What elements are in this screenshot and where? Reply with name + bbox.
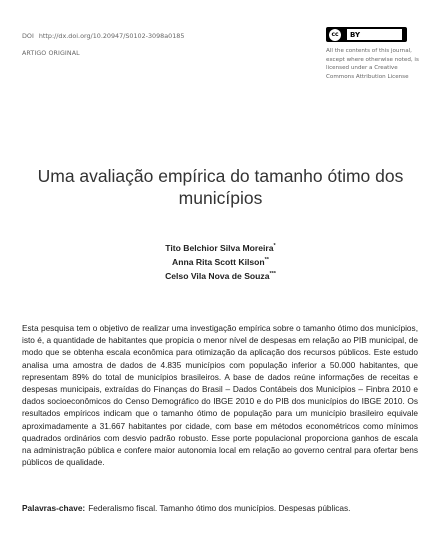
keywords-label: Palavras-chave:: [22, 503, 86, 513]
author-name: Anna Rita Scott Kilson: [172, 256, 265, 267]
cc-by-license-badge[interactable]: [326, 27, 407, 42]
doi-link[interactable]: http://dx.doi.org/10.20947/S0102-3098a0185: [38, 32, 185, 40]
author-footnote-mark[interactable]: *: [273, 243, 276, 249]
author-name: Tito Belchior Silva Moreira: [165, 242, 274, 253]
section-tag: ARTIGO ORIGINAL: [22, 50, 80, 57]
author-name: Celso Vila Nova de Souza: [165, 270, 270, 281]
keywords: [22, 502, 418, 514]
author: [0, 240, 441, 254]
author-list: [0, 240, 441, 282]
attribution-by-label: BY: [347, 29, 402, 40]
creative-commons-icon: cc: [329, 29, 341, 41]
keywords-text: Federalismo fiscal. Tamanho ótimo dos municípios. Despesas públicas.: [88, 503, 351, 513]
doi-label: DOI: [22, 32, 34, 40]
author: [0, 268, 441, 282]
doi-line: [22, 32, 184, 40]
author-footnote-mark[interactable]: ***: [269, 270, 276, 277]
author: [0, 254, 441, 268]
article-title: Uma avaliação empírica do tamanho ótimo dos municípios: [37, 166, 404, 208]
license-note: All the contents of this journal, except where otherwise noted, is licensed under a Creative Commons Attribution License: [326, 48, 419, 80]
abstract-text: Esta pesquisa tem o objetivo de realizar uma investigação empírica sobre o tamanho ótimo dos municípios, isto é, a quantidade de habitantes que propicia o menor nível de despesas em relação ao PIB municipal, de modo que se obtenha escala econômica para otimização da aplicação dos recursos públicos. Este estudo analisa uma amostra de dados de 4.835 municípios com população inferior a 50.000 habitantes, que representam 89% do total de municípios brasileiros. A base de dados reúne informações de receitas e despesas municipais, extraídas do Finanças do Brasil – Dados Contábeis dos Municípios – Finbra 2010 e dados socioeconômicos do Censo Demográfico do IBGE 2010 e do PIB dos municípios do IBGE 2010. Os resultados empíricos indicam que o tamanho ótimo de população para um município brasileiro equivale aproximadamente a 31.667 habitantes por cidade, com base em métodos econométricos como mínimos quadrados ordinários com desvio padrão robusto. Esse porte populacional proporciona ganhos de escala na administração pública e confere maior autonomia local em relação ao governo central para ofertar bens públicos de qualidade.: [22, 323, 418, 468]
author-footnote-mark[interactable]: **: [264, 256, 269, 263]
